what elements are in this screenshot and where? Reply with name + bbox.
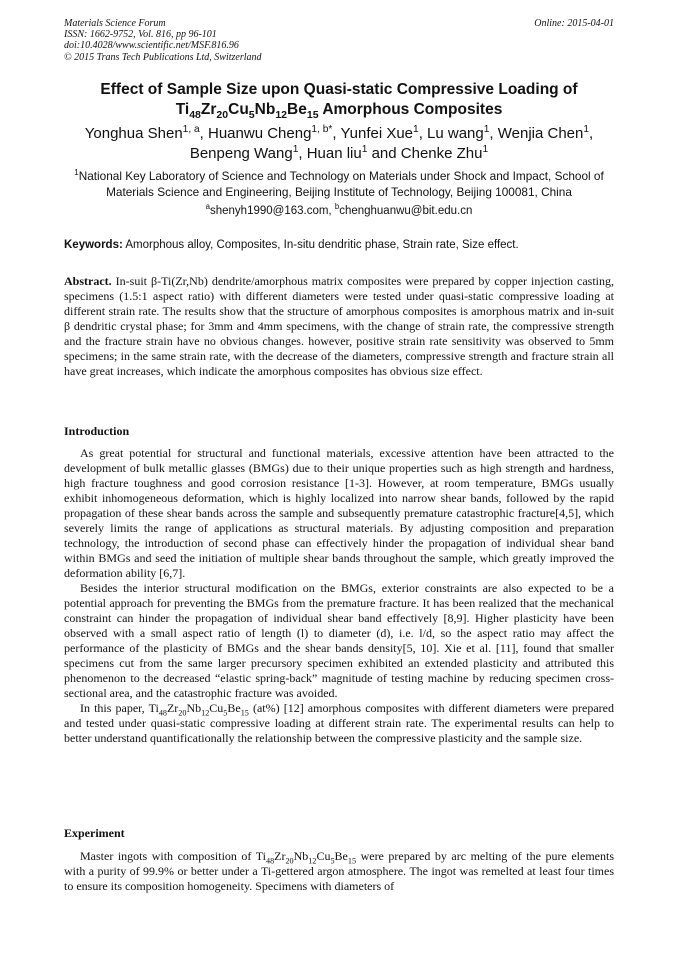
email-a[interactable]: shenyh1990@163.com, (209, 205, 335, 217)
abstract (64, 274, 614, 379)
section-heading-experiment: Experiment (64, 826, 125, 840)
online-date: Online: 2015-04-01 (534, 18, 614, 29)
abstract-label: Abstract. (64, 274, 112, 288)
keywords-text: Amorphous alloy, Composites, In-situ dendritic phase, Strain rate, Size effect. (122, 239, 519, 251)
introduction-body (64, 446, 614, 746)
experiment-paragraph-1: Master ingots with composition of $Ti_{48}Zr_{20}Nb_{12}Cu_5Be_{15}$ were prepared by arc melting of the pure elements with a purity of 99.9% or better under a Ti-gettered argon atmosphere. The ingot was remelted at least four times to ensure its composition homogeneity. Specimens with diameters of (64, 849, 614, 893)
author-emails: $^a$shenyh1990@163.com, $^b$chenghuanwu@bit.edu.cn (205, 202, 473, 217)
keywords-label: Keywords: (64, 239, 123, 251)
intro-paragraph-2: Besides the interior structural modification on the BMGs, exterior constraints are also expected to be a potential approach for preventing the BMGs from the premature fracture. It has been realized that the mechanical constraint can hinder the propagation of individual shear band effectively [8,9]. Higher plasticity have been observed with a small aspect ratio of length (l) to diameter (d), i.e. l/d, so the aspect ratio may affect the performance of the plasticity of BMGs and the shear bands density[5, 10]. Xie et al. [11], found that smaller specimens cut from the same larger precursory specimen exhibited an extended plasticity and attributed this phenomenon to the decreased “elastic spring-back” magnitude of testing machine by reducing specimen cross-sectional area, and the catastrophic fracture was avoided. (64, 581, 614, 700)
intro-paragraph-3: In this paper, $Ti_{48}Zr_{20}Nb_{12}Cu_5Be_{15}$ (at%) [12] amorphous composites with different diameters were prepared and tested under quasi-static compressive loading at different strain rate. The experimental results can help to better understand quantificationally the relationship between the compressive plasticity and the sample size. (64, 701, 614, 745)
section-heading-introduction: Introduction (64, 424, 130, 438)
issn-line: ISSN: 1662-9752, Vol. 816, pp 96-101 (64, 29, 217, 41)
journal-name: Materials Science Forum (64, 18, 166, 29)
paper-title (64, 80, 614, 120)
author-line-2: Benpeng Wang$^1$, Huan liu$^1$ and Chenke Zhu$^1$ (189, 144, 489, 162)
abstract-text: In-suit β-Ti(Zr,Nb) dendrite/amorphous matrix composites were prepared by copper injection casting, specimens (1.5:1 aspect ratio) with different diameters were tested under quasi-static compressive loading at different strain rate. The results show that the structure of amorphous composites is amorphous matrix and in-suit β dendritic crystal phase; for 3mm and 4mm specimens, with the change of strain rate, the compressive strength and the fracture strain have no obvious changes. however, positive strain rate sensitivity was observed to 5mm specimens; in the same strain rate, with the decrease of the diameters, compressive strength and fracture strain all have great increases, which indicate the amorphous composites has obvious size effect. (64, 274, 614, 378)
doi-line[interactable]: doi:10.4028/www.scientific.net/MSF.816.96 (64, 40, 239, 52)
intro-paragraph-1: As great potential for structural and functional materials, excessive attention have been attracted to the development of bulk metallic glasses (BMGs) due to their unique properties such as high strength and hardness, high fracture toughness and good corrosion resistance [1-3]. However, at room temperature, BMGs usually exhibit inhomogeneous deformation, which is highly localized into narrow shear bands, followed by the rapid propagation of these shear bands across the sample and subsequently premature catastrophic fracture[4,5], which severely limits the range of applications as structural materials. By adjusting composition and preparation technology, the introduction of second phase can effectively hinder the propagation of individual shear band within BMGs and seed the initiation of multiple shear bands throughout the sample, which greatly improved the deformation ability [6,7]. (64, 446, 614, 580)
experiment-body (64, 849, 614, 894)
title-line-2: $Ti_{48}Zr_{20}Cu_5Nb_{12}Be_{15}$ Amorphous Composites (175, 101, 503, 122)
author-line-1: Yonghua Shen$^{1, a}$, Huanwu Cheng$^{1, b*}$, Yunfei Xue$^1$, Lu wang$^1$, Wenjia Chen$^1$, (84, 124, 594, 142)
affiliation: $^1$National Key Laboratory of Science and Technology on Materials under Shock and Impact, School of Materials Science and Engineering, Beijing Institute of Technology, Beijing 100081, China (74, 168, 604, 199)
journal-header (64, 18, 614, 63)
title-line-1: Effect of Sample Size upon Quasi-static Compressive Loading of (100, 81, 578, 98)
author-list (64, 124, 614, 164)
copyright-line: © 2015 Trans Tech Publications Ltd, Switzerland (64, 51, 262, 63)
keywords (64, 238, 614, 253)
email-b[interactable]: chenghuanwu@bit.edu.cn (339, 205, 473, 217)
